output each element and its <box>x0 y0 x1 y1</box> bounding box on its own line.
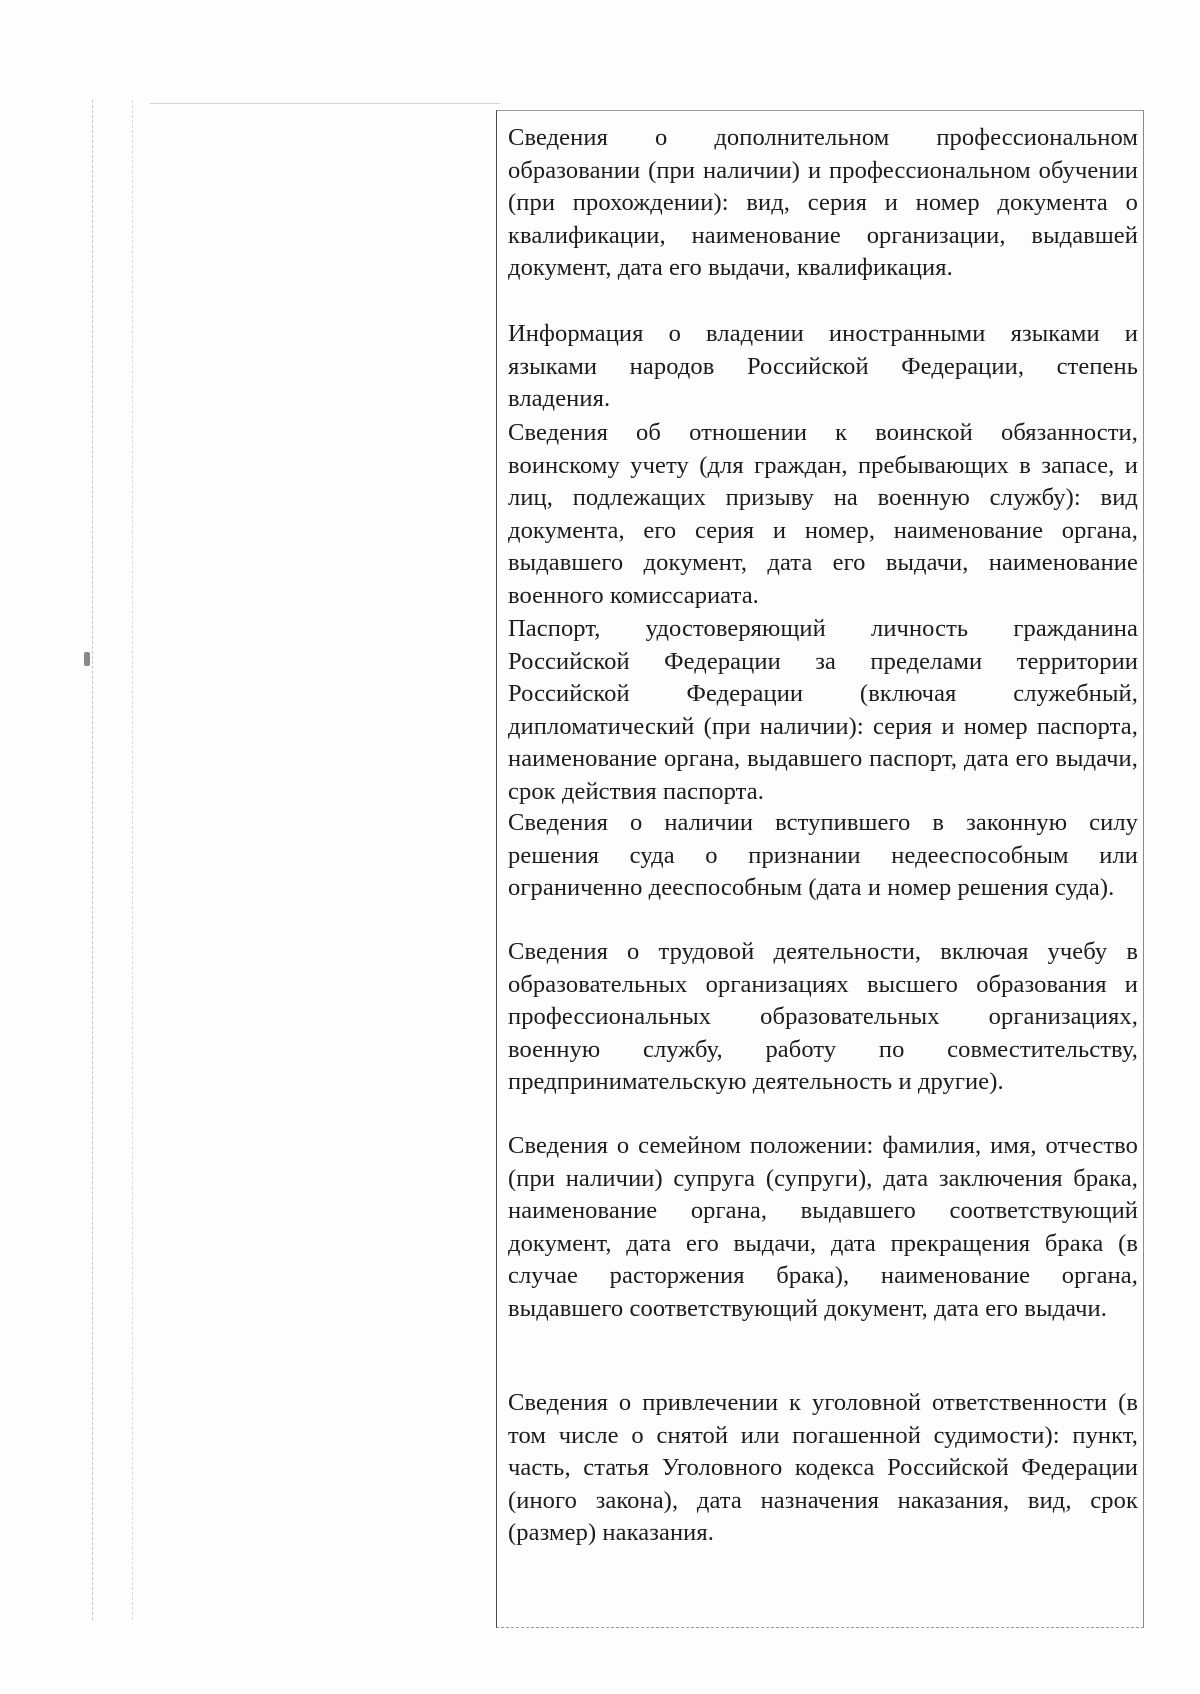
table-cell-foreign-passport: Паспорт, удостоверяющий личность гражданина Российской Федерации за пределами территории Российской Федерации (включая служебный, дипломатический (при наличии): серия и номер паспорта, наименование органа, выдавшего паспорт, дата его выдачи, срок действия паспорта. <box>508 615 1138 805</box>
table-cell-criminal-record: Сведения о привлечении к уголовной ответственности (в том числе о снятой или погашенной судимости): пункт, часть, статья Уголовного кодекса Российской Федерации (иного закона), дата назначения наказания, вид, срок (размер) наказания. <box>508 1389 1138 1547</box>
table-cell-work-history: Сведения о трудовой деятельности, включая учебу в образовательных организациях высшего образования и профессиональных образовательных организациях, военную службу, работу по совместительству, предпринимательскую деятельность и другие). <box>508 938 1138 1096</box>
table-cell-court-decision: Сведения о наличии вступившего в законную силу решения суда о признании недееспособным или ограниченно дееспособным (дата и номер решения суда). <box>508 809 1138 902</box>
table-top-rule <box>150 103 500 104</box>
table-cell-family-status: Сведения о семейном положении: фамилия, имя, отчество (при наличии) супруга (супруги), дата заключения брака, наименование органа, выдавшего соответствующий документ, дата его выдачи, дата прекращения брака (в случае расторжения брака), наименование органа, выдавшего соответствующий документ, дата его выдачи. <box>508 1132 1138 1322</box>
scan-edge-line <box>92 100 93 1620</box>
table-cell-military-duty: Сведения об отношении к воинской обязанности, воинскому учету (для граждан, пребывающих в запасе, и лиц, подлежащих призыву на военную службу): вид документа, его серия и номер, наименование органа, выдавшего документ, дата его выдачи, наименование военного комиссариата. <box>508 419 1138 609</box>
table-cell-professional-education: Сведения о дополнительном профессиональном образовании (при наличии) и профессиональном обучении (при прохождении): вид, серия и номер документа о квалификации, наименование организации, выдавшей документ, дата его выдачи, квалификация. <box>508 124 1138 282</box>
table-cell-languages: Информация о владении иностранными языками и языками народов Российской Федерации, степень владения. <box>508 320 1138 413</box>
scan-speck <box>84 652 90 666</box>
scan-edge-line <box>132 100 133 1620</box>
